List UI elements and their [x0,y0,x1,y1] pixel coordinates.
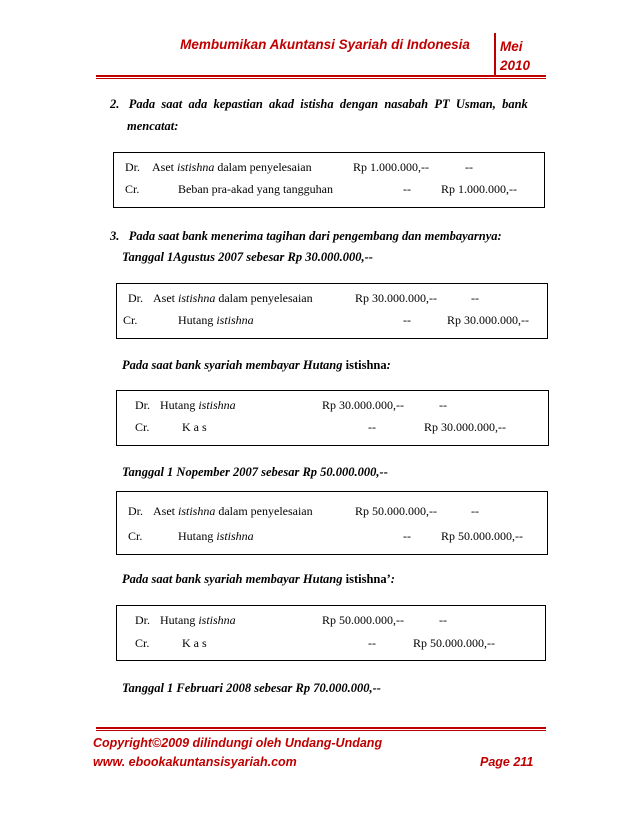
section3-line1: 3. Pada saat bank menerima tagihan dari pengembang dan membayarnya: [110,229,502,243]
entry2-cr-credit: Rp 30.000.000,-- [447,313,529,327]
entry1-cr-credit: Rp 1.000.000,-- [441,182,517,196]
header-year: 2010 [500,58,531,73]
entry3-cr-credit: Rp 30.000.000,-- [424,420,506,434]
entry4-cr-account: Hutang istishna [178,529,254,543]
entry3-dr-credit: -- [439,398,447,412]
entry1-dr-label: Dr. [125,160,140,174]
entry3-cr-label: Cr. [135,420,150,434]
entry5-cr-debit: -- [368,636,376,650]
entry1-dr-credit: -- [465,160,473,174]
entry2-dr-debit: Rp 30.000.000,-- [355,291,437,305]
entry4-cr-credit: Rp 50.000.000,-- [441,529,523,543]
entry1-dr-debit: Rp 1.000.000,-- [353,160,429,174]
section3-pay1: Pada saat bank syariah membayar Hutang istishna: [122,358,391,372]
entry4-cr-debit: -- [403,529,411,543]
entry4-dr-label: Dr. [128,504,143,518]
entry1-cr-debit: -- [403,182,411,196]
entry2-cr-debit: -- [403,313,411,327]
entry5-dr-credit: -- [439,613,447,627]
entry4-cr-label: Cr. [128,529,143,543]
section3-pay2: Pada saat bank syariah membayar Hutang istishna’: [122,572,395,586]
footer-website-link[interactable]: www. ebookakuntansisyariah.com [93,755,297,769]
journal-entry-box-4 [116,491,548,555]
entry2-dr-credit: -- [471,291,479,305]
entry5-cr-label: Cr. [135,636,150,650]
entry3-dr-debit: Rp 30.000.000,-- [322,398,404,412]
entry4-dr-account: Aset istishna dalam penyelesaian [153,504,313,518]
copyright-icon: © [152,736,162,750]
entry1-dr-account: Aset istishna dalam penyelesaian [152,160,312,174]
footer-rule [96,727,546,729]
footer-page-number: Page 211 [480,755,534,769]
entry3-dr-label: Dr. [135,398,150,412]
footer-rule-thin [96,730,546,731]
entry1-cr-account: Beban pra-akad yang tangguhan [178,182,333,196]
footer-copyright: Copyright©2009 dilindungi oleh Undang-Undang [93,736,383,750]
entry5-dr-account: Hutang istishna [160,613,236,627]
entry3-cr-debit: -- [368,420,376,434]
header-title: Membumikan Akuntansi Syariah di Indonesia [180,37,470,52]
entry5-cr-account: K a s [182,636,207,650]
entry5-dr-label: Dr. [135,613,150,627]
entry2-cr-account: Hutang istishna [178,313,254,327]
entry2-cr-label: Cr. [123,313,138,327]
entry3-cr-account: K a s [182,420,207,434]
section2-line1: 2. Pada saat ada kepastian akad istisha dengan nasabah PT Usman, bank [110,97,528,111]
entry5-dr-debit: Rp 50.000.000,-- [322,613,404,627]
section3-date3: Tanggal 1 Februari 2008 sebesar Rp 70.000.000,-- [122,681,381,695]
header-divider [494,33,496,75]
section3-date1: Tanggal 1Agustus 2007 sebesar Rp 30.000.000,-- [122,250,373,264]
header-month: Mei [500,39,523,54]
entry5-cr-credit: Rp 50.000.000,-- [413,636,495,650]
entry2-dr-label: Dr. [128,291,143,305]
entry4-dr-debit: Rp 50.000.000,-- [355,504,437,518]
entry3-dr-account: Hutang istishna [160,398,236,412]
entry4-dr-credit: -- [471,504,479,518]
entry1-cr-label: Cr. [125,182,140,196]
entry2-dr-account: Aset istishna dalam penyelesaian [153,291,313,305]
header-date [500,37,530,75]
section2-line2: mencatat: [127,119,179,133]
header-rule [96,75,546,77]
section3-date2: Tanggal 1 Nopember 2007 sebesar Rp 50.000.000,-- [122,465,388,479]
header-rule-thin [96,78,546,79]
